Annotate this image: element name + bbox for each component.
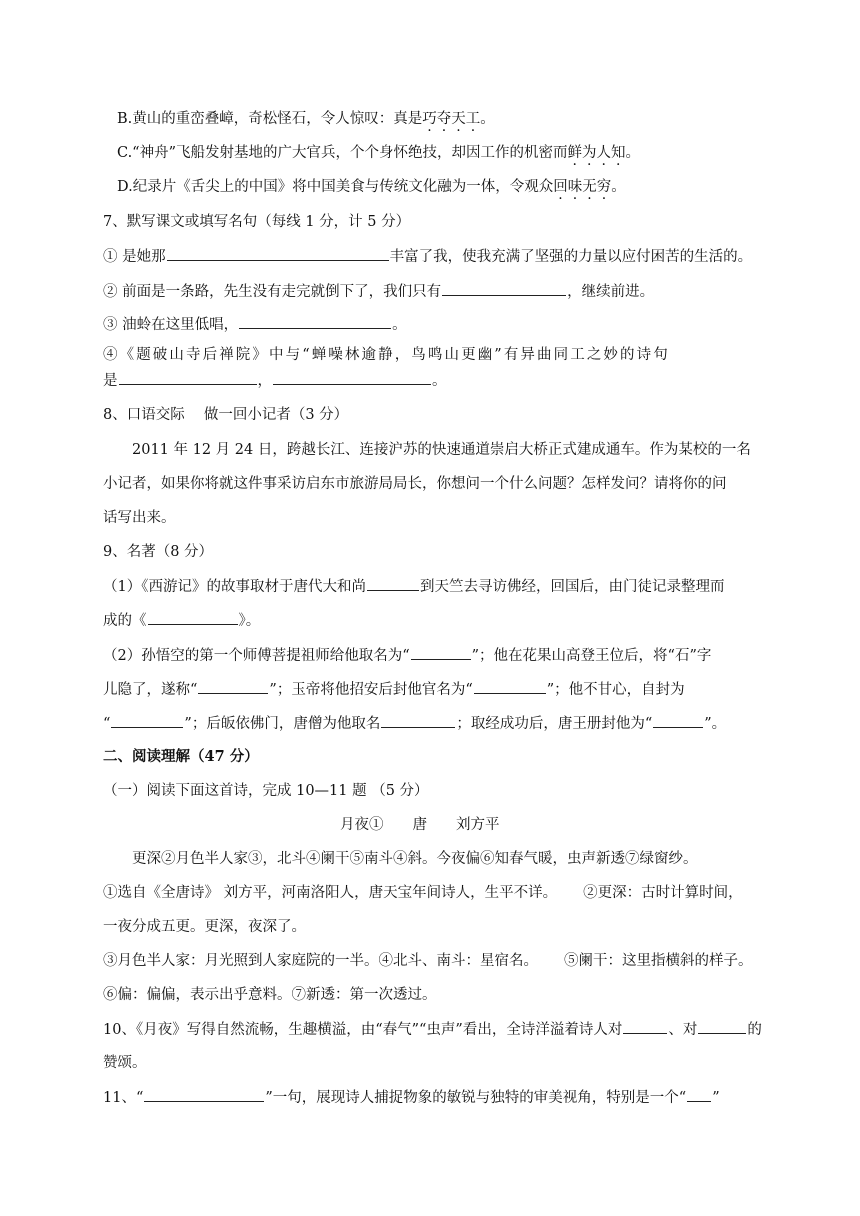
answer-blank[interactable] [687,1087,711,1102]
footnote-line-4: ⑥偏：偏偏，表示出乎意料。⑦新透：第一次透过。 [103,987,437,1003]
answer-blank[interactable] [273,370,431,385]
q11-mid: ”一句，展现诗人捕捉物象的敏锐与独特的审美视角，特别是一个“ [265,1090,687,1106]
q7-item-3-post: 。 [392,317,407,333]
q10-cont: 赞颂。 [103,1055,147,1071]
answer-blank[interactable] [442,281,566,296]
q7-item-4-answer [103,370,447,391]
q9-item-1-cont [103,610,260,631]
poem-text: 更深②月色半人家③，北斗④阑干⑤南斗④斜。今夜偏⑥知春气暖，虫声新透⑦绿窗纱。 [132,851,698,867]
q10-pre: 10、《月夜》写得自然流畅，生趣横溢，由“春气”“虫声”看出，全诗洋溢着诗人对 [103,1022,623,1038]
punct: 。 [611,179,626,195]
dotted-char: 回 [553,179,568,195]
q9-item-2-mid: ”；他在花果山高登王位后，将“石”字 [471,648,712,664]
option-d [117,177,626,197]
answer-blank[interactable] [198,679,268,694]
option-b-text: B.黄山的重峦叠嶂，奇松怪石，令人惊叹：真是 [117,111,423,127]
q7-item-1-pre: ① 是她那 [103,249,166,265]
dotted-char: 工 [465,111,481,127]
q9-item-2 [103,645,711,666]
dotted-char: 夺 [436,111,452,127]
answer-blank[interactable] [111,713,183,728]
punct: “ [103,716,111,732]
dotted-char: 穷 [596,179,612,195]
dotted-char: 无 [582,179,597,195]
punct: 》。 [238,613,261,629]
q7-item-2-post: ，继续前进。 [567,284,655,300]
punct: 。 [480,111,495,127]
answer-blank[interactable] [239,314,391,329]
answer-blank[interactable] [653,713,703,728]
section-subheading: （一）阅读下面这首诗，完成 10—11 题 （5 分） [103,783,429,799]
q11-pre: 11、“ [103,1090,144,1106]
q9-item-1-post: 到天竺去寻访佛经，回国后，由门徒记录整理而 [419,579,725,595]
q9-item-2-cont-mid: ”；玉帝将他招安后封他官名为“ [269,682,473,698]
footnote-line-1 [103,883,743,903]
answer-blank[interactable] [474,679,546,694]
q9-item-2-pre: （2）孙悟空的第一个师傅菩提祖师给他取名为“ [103,648,410,664]
option-c-text: C.“神舟”飞船发射基地的广大官兵，个个身怀绝技，却因工作的机密而 [117,145,568,161]
footnote: ③月色半人家：月光照到人家庭院的一半。④北斗、南斗：星宿名。 [103,953,538,969]
punct: 。 [432,373,447,389]
q9-title: 9、名著（8 分） [103,544,214,560]
answer-blank[interactable] [411,645,471,660]
answer-blank[interactable] [167,246,389,261]
q9-item-1-pre: （1）《西游记》的故事取材于唐代大和尚 [103,579,366,595]
q8-title: 8、口语交际 做一回小记者（3 分） [103,407,349,423]
answer-blank[interactable] [698,1019,746,1034]
dotted-char: 人 [596,145,612,161]
q7-item-1-post: 丰富了我，使我充满了坚强的力量以应付困苦的生活的。 [389,249,753,265]
answer-blank[interactable] [119,370,257,385]
option-c [117,143,640,163]
punct: ”。 [704,716,727,732]
answer-blank[interactable] [623,1019,667,1034]
dotted-char: 味 [567,179,583,195]
answer-blank[interactable] [148,610,238,625]
footnote-line-2: 一夜分成五更。更深，夜深了。 [103,919,306,935]
q9-item-2-cont [103,679,685,700]
section-heading: 二、阅读理解（47 分） [103,748,259,765]
dotted-char: 天 [451,111,466,127]
q7-item-4-pre: 是 [103,373,118,389]
punct: ” [712,1090,720,1106]
q7-item-4: ④《题破山寺后禅院》中与“蝉噪林逾静，鸟鸣山更幽”有异曲同工之妙的诗句 [103,347,670,363]
q8-para-3: 话写出来。 [103,510,176,526]
poem-title: 月夜① 唐 刘方平 [340,817,500,833]
q9-item-2-cont-pre: 儿隐了，遂称“ [103,682,198,698]
q10-post: 的 [747,1022,762,1038]
option-d-text: D.纪录片《舌尖上的中国》将中国美食与传统文化融为一体，令观众 [117,179,554,195]
q8-para-2: 小记者，如果你将就这件事采访启东市旅游局局长，你想问一个什么问题？怎样发问？请将你的问 [103,476,727,492]
q11 [103,1087,720,1108]
option-b [117,109,495,129]
q10 [103,1019,762,1040]
q7-item-2 [103,281,654,302]
dotted-char: 鲜 [567,145,583,161]
footnote: ①选自《全唐诗》 刘方平，河南洛阳人，唐天宝年间诗人，生平不详。 [103,885,558,901]
q7-item-1 [103,246,752,267]
footnote: ②更深：古时计算时间， [583,885,743,901]
punct: 。 [625,145,641,161]
answer-blank[interactable] [144,1087,264,1102]
footnote: ⑤阑干：这里指横斜的样子。 [564,953,753,969]
q10-mid: 、对 [668,1022,698,1038]
q9-item-1 [103,576,724,597]
footnote-line-3 [103,951,753,971]
q9-item-2-cont-post: ”；他不甘心，自封为 [546,682,685,698]
q7-item-3 [103,314,407,335]
answer-blank[interactable] [367,576,419,591]
q7-item-2-pre: ② 前面是一条路，先生没有走完就倒下了，我们只有 [103,284,442,300]
q9-item-2-end-mid2: ；取经成功后，唐王册封他为“ [456,716,653,732]
q8-para-1: 2011 年 12 月 24 日，跨越长江、连接沪苏的快速通道崇启大桥正式建成通车。作为某校的一名 [132,442,751,458]
dotted-char: 巧 [422,111,437,127]
q9-item-2-end [103,713,726,734]
answer-blank[interactable] [381,713,455,728]
q7-title: 7、默写课文或填写名句（每线 1 分，计 5 分） [103,214,411,230]
dotted-char: 知 [611,145,626,161]
q7-item-3-pre: ③ 油蛉在这里低唱， [103,317,239,333]
q9-item-2-end-mid1: ”；后皈依佛门，唐僧为他取名 [184,716,381,732]
punct: ， [257,373,272,389]
dotted-char: 为 [582,145,597,161]
q9-item-1-cont-pre: 成的《 [103,613,147,629]
